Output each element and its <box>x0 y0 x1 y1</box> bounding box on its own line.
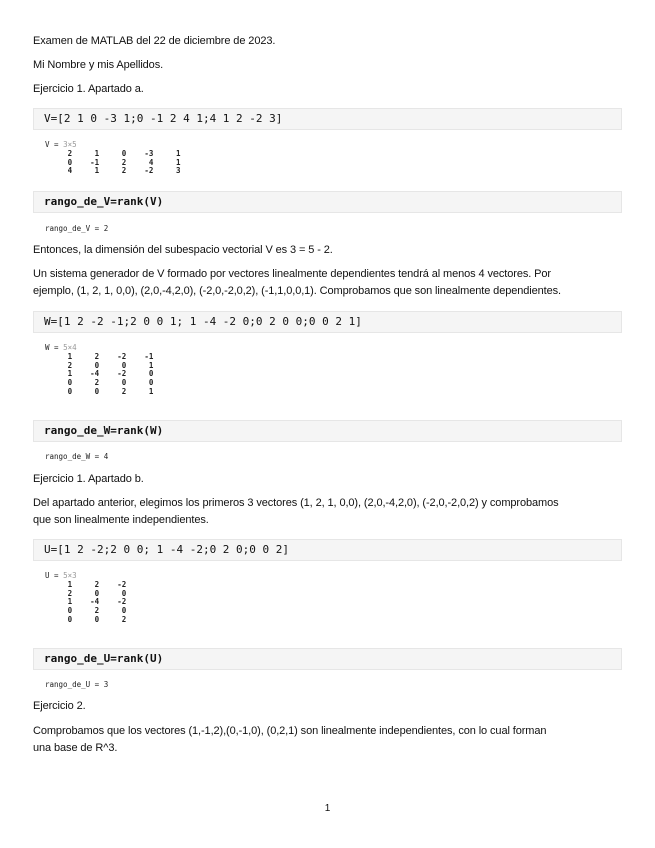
code-cell-V[interactable]: V=[2 1 0 -3 1;0 -1 2 4 1;4 1 2 -2 3] <box>33 108 622 130</box>
output-rank-V: rango_de_V = 2 <box>45 224 109 233</box>
paragraph-basis-line2: una base de R^3. <box>33 742 118 754</box>
section-heading-2: Ejercicio 2. <box>33 700 86 712</box>
code-cell-rank-W[interactable]: rango_de_W=rank(W) <box>33 420 622 442</box>
page-number: 1 <box>324 803 331 814</box>
code-cell-W[interactable]: W=[1 2 -2 -1;2 0 0 1; 1 -4 -2 0;0 2 0 0;0 0 2 1] <box>33 311 622 333</box>
output-rank-U: rango_de_U = 3 <box>45 680 109 689</box>
output-W-matrix: 1 2 -2 -1 2 0 0 1 1 -4 -2 0 0 2 0 0 0 0 2 1 <box>67 351 154 396</box>
output-U <box>45 572 126 625</box>
output-U-label: U = <box>45 571 64 580</box>
output-V-size: 3×5 <box>63 140 77 149</box>
section-heading-1a: Ejercicio 1. Apartado a. <box>33 83 144 95</box>
exam-title: Examen de MATLAB del 22 de diciembre de 2023. <box>33 35 276 47</box>
paragraph-basis-line1: Comprobamos que los vectores (1,-1,2),(0,-1,0), (0,2,1) son linealmente independientes, con lo cual forman <box>33 725 547 737</box>
output-V-label: V = <box>45 140 64 149</box>
paragraph-generator-line1: Un sistema generador de V formado por vectores linealmente dependientes tendrá al menos 4 vectores. Por <box>33 268 551 280</box>
output-W <box>45 344 153 397</box>
code-cell-rank-U[interactable]: rango_de_U=rank(U) <box>33 648 622 670</box>
paragraph-independent-line1: Del apartado anterior, elegimos los primeros 3 vectores (1, 2, 1, 0,0), (2,0,-4,2,0), (-2,0,-2,0,2) y comprobamos <box>33 497 559 509</box>
paragraph-dimension: Entonces, la dimensión del subespacio vectorial V es 3 = 5 - 2. <box>33 244 333 256</box>
output-V-matrix: 2 1 0 -3 1 0 -1 2 4 1 4 1 2 -2 3 <box>67 148 181 176</box>
output-W-label: W = <box>45 343 64 352</box>
output-U-matrix: 1 2 -2 2 0 0 1 -4 -2 0 2 0 0 0 2 <box>67 579 127 624</box>
code-cell-rank-V[interactable]: rango_de_V=rank(V) <box>33 191 622 213</box>
output-W-size: 5×4 <box>63 343 77 352</box>
paragraph-generator-line2: ejemplo, (1, 2, 1, 0,0), (2,0,-4,2,0), (-2,0,-2,0,2), (-1,1,0,0,1). Comprobamos que son linealmente dependientes. <box>33 285 561 297</box>
author-line: Mi Nombre y mis Apellidos. <box>33 59 164 71</box>
section-heading-1b: Ejercicio 1. Apartado b. <box>33 473 144 485</box>
output-U-size: 5×3 <box>63 571 77 580</box>
output-rank-W: rango_de_W = 4 <box>45 452 109 461</box>
output-V <box>45 141 180 176</box>
paragraph-independent-line2: que son linealmente independientes. <box>33 514 209 526</box>
code-cell-U[interactable]: U=[1 2 -2;2 0 0; 1 -4 -2;0 2 0;0 0 2] <box>33 539 622 561</box>
